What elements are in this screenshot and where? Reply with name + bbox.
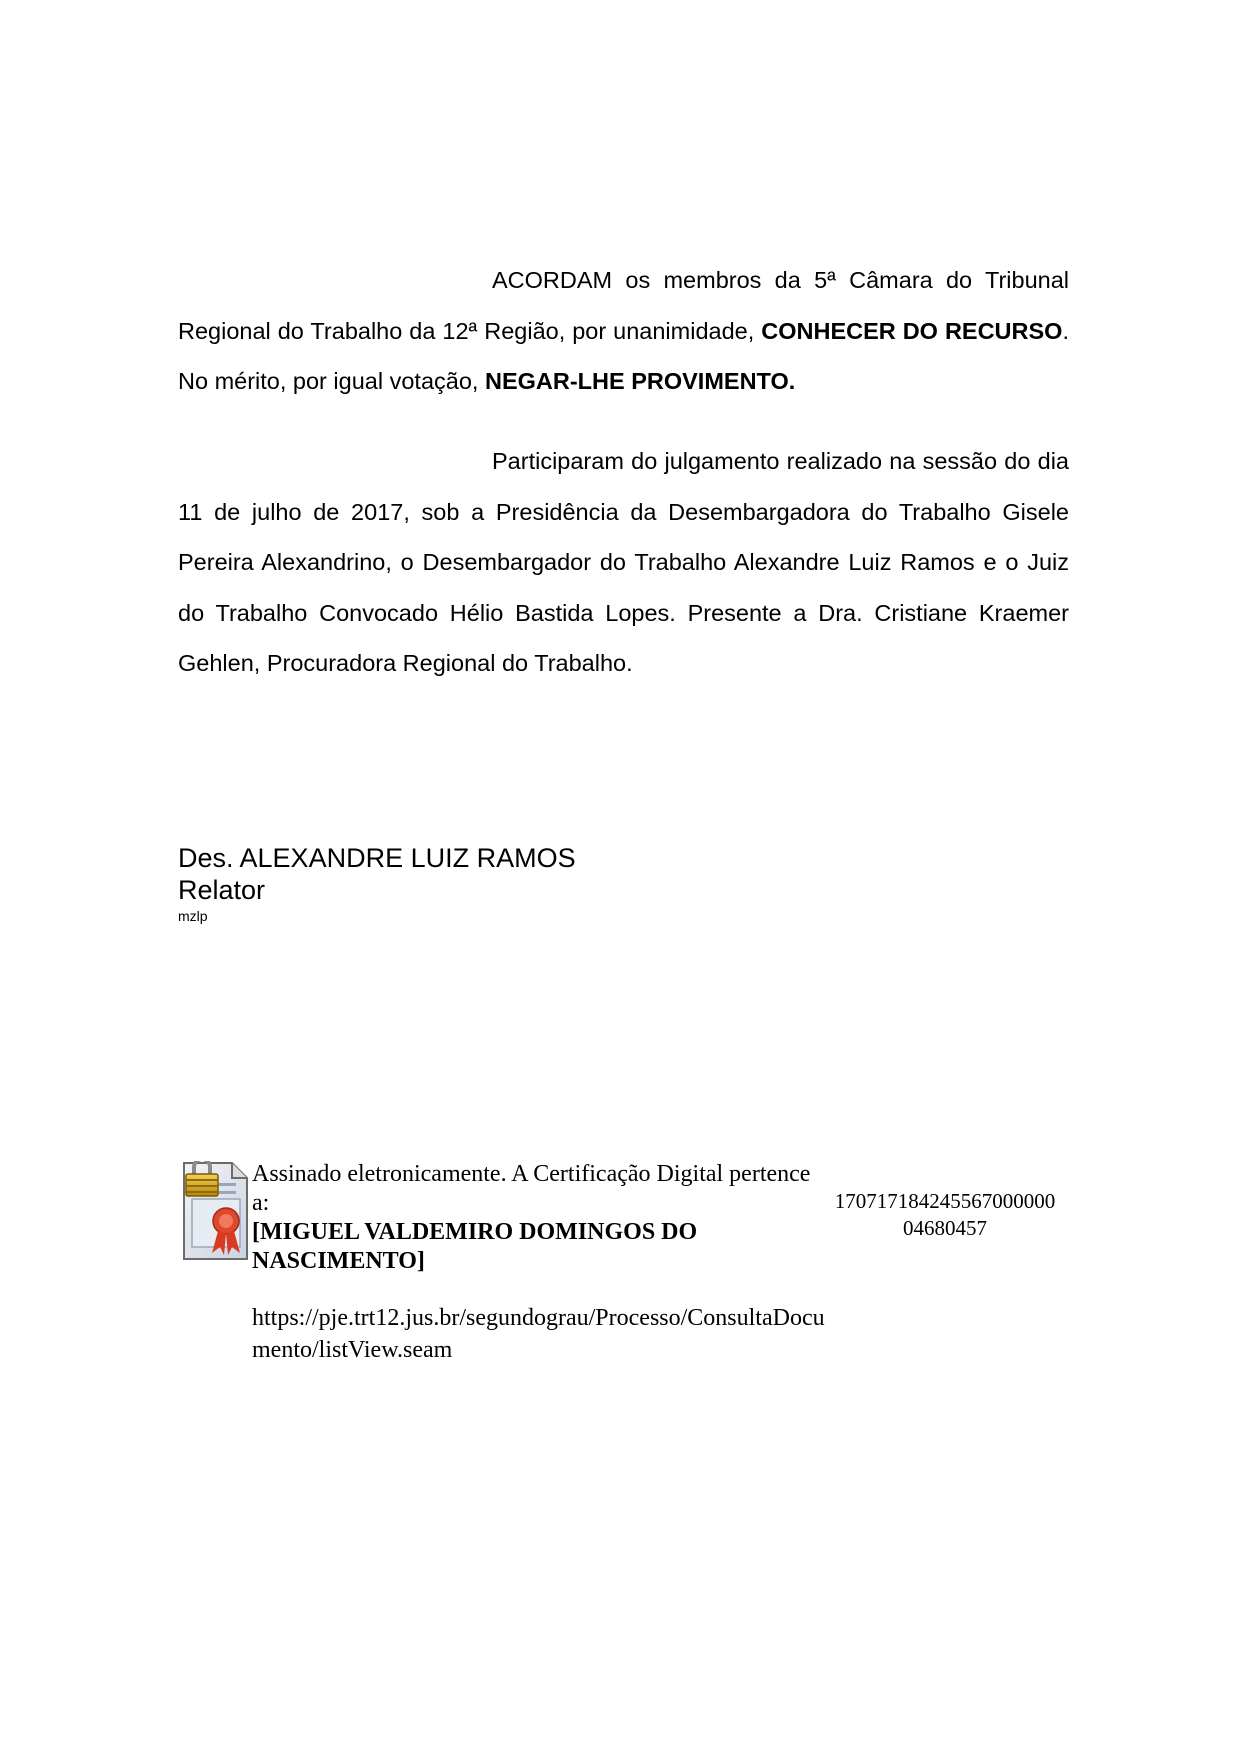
ruling-decision-deny: NEGAR-LHE PROVIMENTO. <box>484 368 796 394</box>
ruling-mid-text: . No mérito, por igual votação, <box>178 317 1069 394</box>
certification-block <box>252 1160 822 1276</box>
ruling-decision-know: CONHECER DO RECURSO <box>761 317 1063 344</box>
certification-statement: Assinado eletronicamente. A Certificação Digital pertence a: <box>252 1161 811 1216</box>
document-id: 17071718424556700000004680457 <box>834 1189 1056 1240</box>
certificate-lock-icon <box>182 1161 249 1261</box>
certificate-holder: [MIGUEL VALDEMIRO DOMINGOS DO NASCIMENTO] <box>252 1219 698 1274</box>
ruling-lead-text: ACORDAM os membros da 5ª Câmara do Tribunal Regional do Trabalho da 12ª Região, por unanimidade, <box>178 267 1069 344</box>
typist-initials: mzlp <box>178 908 208 924</box>
participants-text: Participaram do julgamento realizado na sessão do dia 11 de julho de 2017, sob a Presidência da Desembargadora do Trabalho Gisele Pereira Alexandrino, o Desembargador do Trabalho Alexandre Luiz Ramos e o Juiz do Trabalho Convocado Hélio Bastida Lopes. Presente a Dra. Cristiane Kraemer Gehlen, Procuradora Regional do Trabalho. <box>178 448 1069 676</box>
ruling-paragraph <box>178 255 1069 407</box>
rapporteur-name: Des. ALEXANDRE LUIZ RAMOS <box>178 843 576 873</box>
verification-url: https://pje.trt12.jus.br/segundograu/Processo/ConsultaDocumento/listView.seam <box>252 1305 825 1363</box>
participants-paragraph <box>178 436 1069 689</box>
rapporteur-role: Relator <box>178 875 266 905</box>
